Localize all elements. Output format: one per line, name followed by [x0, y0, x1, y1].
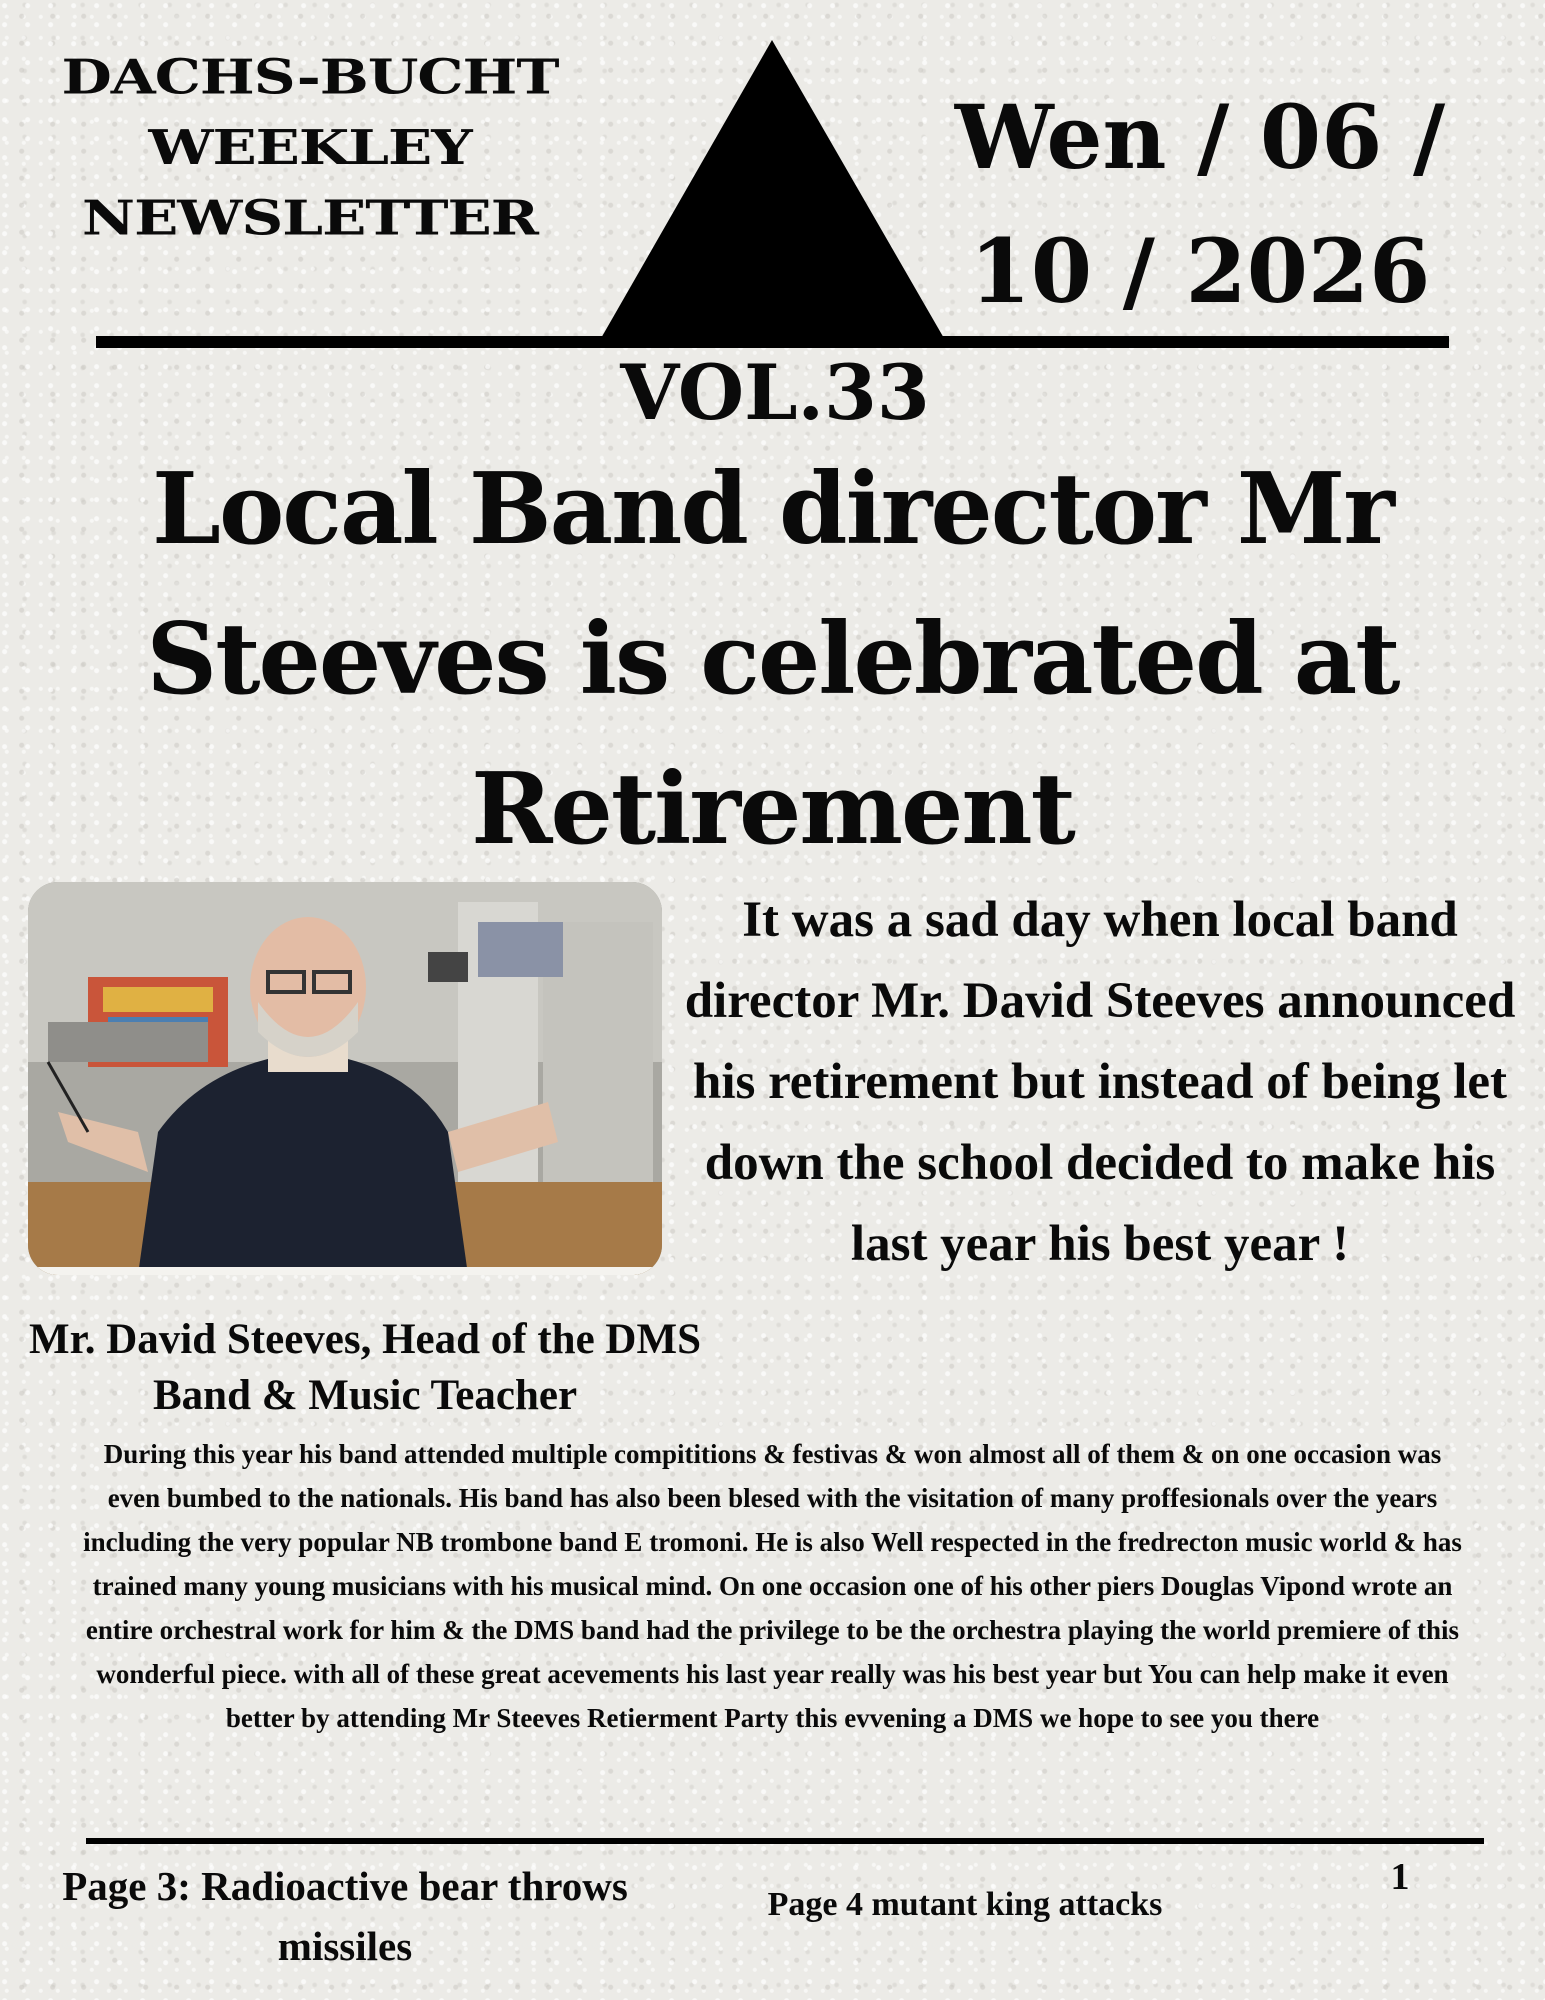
issue-date: Wen / 06 / 10 / 2026 [954, 85, 1446, 323]
photo-caption: Mr. David Steeves, Head of the DMS Band & Music Teacher [28, 1316, 701, 1419]
article-body: During this year his band attended multiple compititions & festivas & won almost all of them & on one occasion was even bumbed to the nationals. His band has also been blesed with the visitation of many proffesionals over the years including the very popular NB trombone band E tromoni. He is also Well respected in the fredrecton music world & has trained many young musicians with his musical mind. On one occasion one of his other piers Douglas Vipond wrote an entire orchestral work for him & the DMS band had the privilege to be the orchestra playing the world premiere of this wonderful piece. with all of these great acevements his last year really was his best year but You can help make it even better by attending Mr Steeves Retierment Party this evvening a DMS we hope to see you there [83, 1439, 1462, 1733]
masthead-divider [96, 336, 1449, 348]
black-triangle-icon [600, 40, 945, 340]
article-photo [28, 882, 662, 1275]
page-4-teaser: Page 4 mutant king attacks [767, 1886, 1163, 1923]
page-number: 1 [1390, 1856, 1410, 1898]
article-headline: Local Band director Mr Steeves is celebrated at Retirement [146, 452, 1399, 867]
footer-divider [86, 1838, 1484, 1844]
page-3-teaser: Page 3: Radioactive bear throws missiles [62, 1863, 628, 1969]
volume-number: VOL.33 [620, 348, 930, 437]
article-lede: It was a sad day when local band director Mr. David Steeves announced his retirement but instead of being let down the school decided to make his last year his best year ! [684, 892, 1516, 1272]
newsletter-title: DACHS-BUCHT WEEKLEY NEWSLETTER [61, 49, 559, 247]
